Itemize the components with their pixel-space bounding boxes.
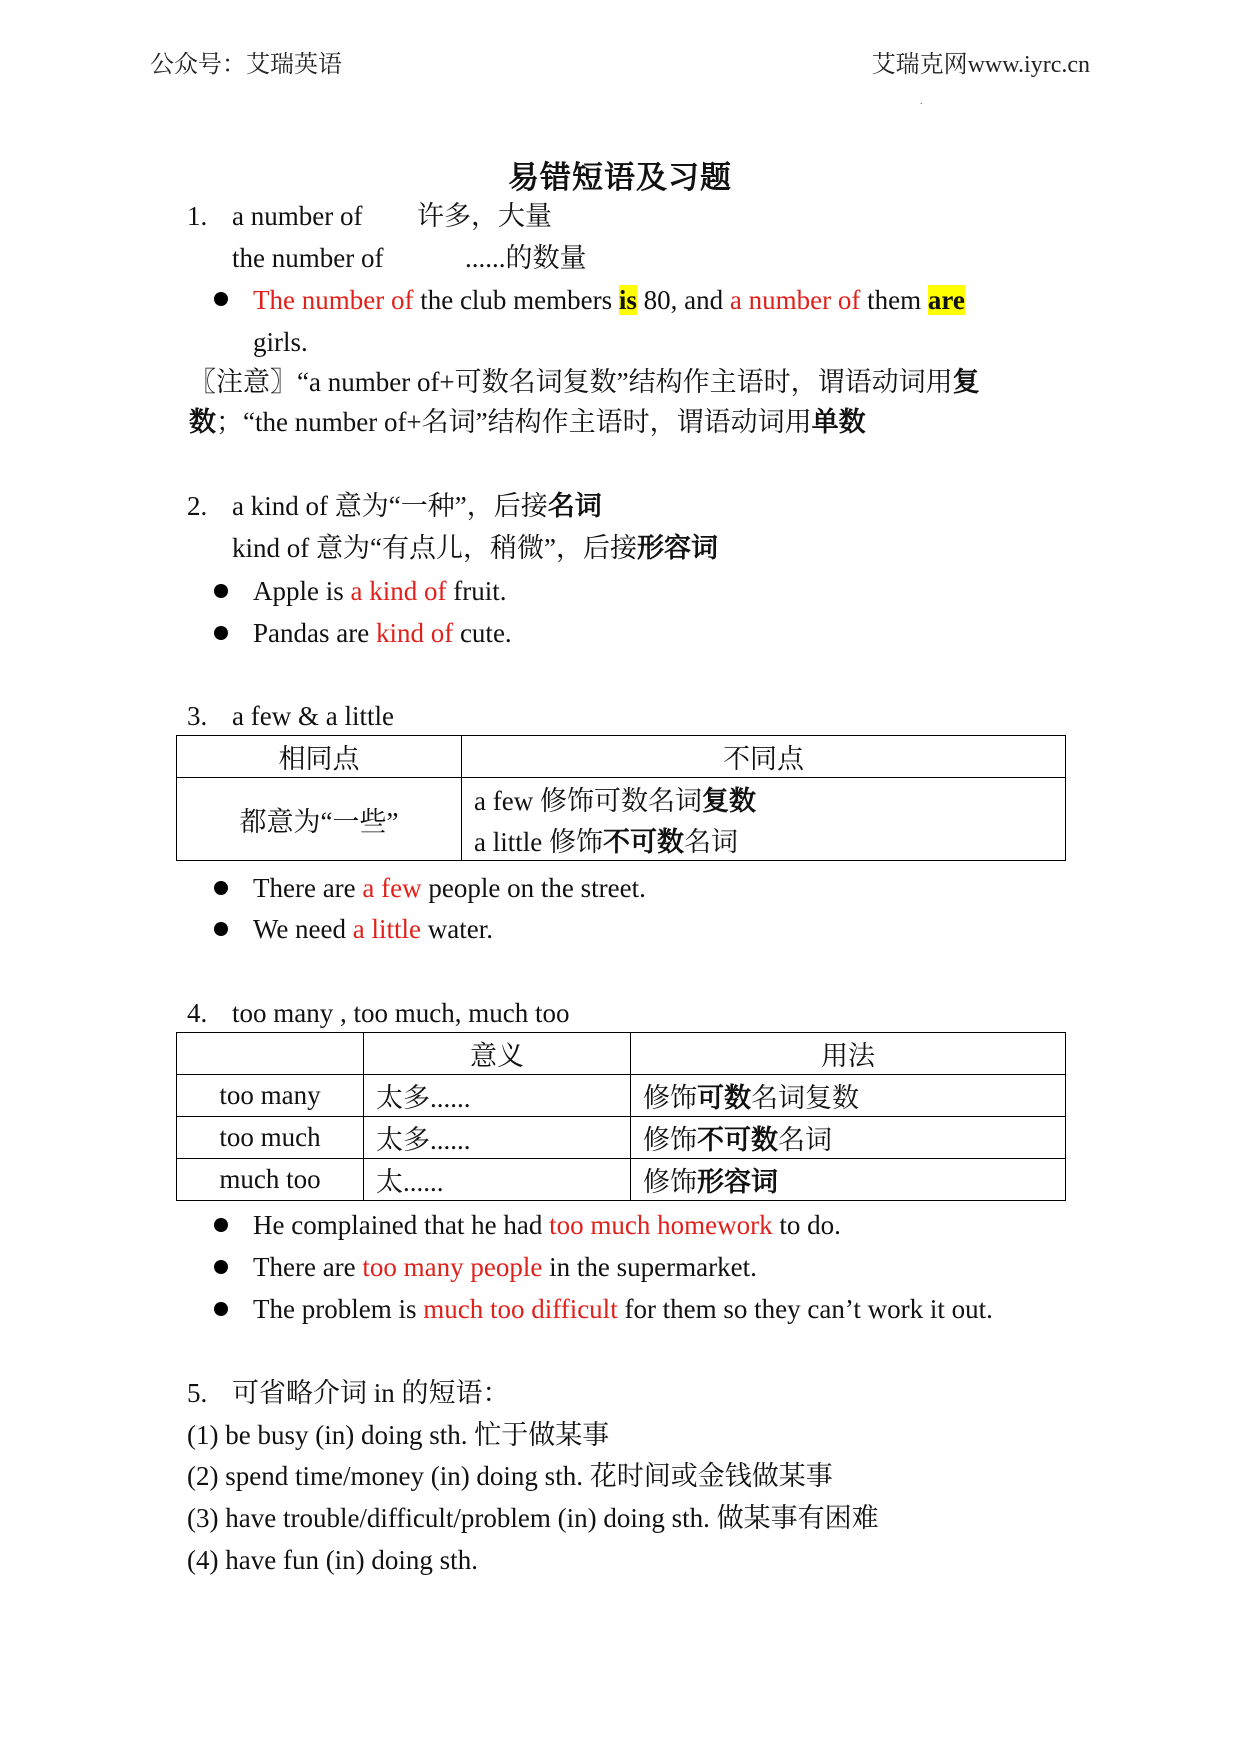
s1-note1-text: 〖注意〗“a number of+可数名词复数”结构作主语时，谓语动词用 [189, 367, 953, 397]
s3-ex1-text2: people on the street. [421, 873, 646, 903]
s4-example1 [253, 1209, 841, 1241]
s3-table-header-same: 相同点 [177, 736, 462, 778]
s4-row-usage [631, 1159, 1066, 1201]
s4-usage-bold: 不可数 [697, 1125, 778, 1155]
s4-row-term: too many [177, 1075, 364, 1117]
s1-note-line1 [189, 366, 980, 398]
bullet-icon [214, 881, 228, 895]
list-item [187, 1502, 879, 1534]
s4-row-usage [631, 1117, 1066, 1159]
s5-number: 5. [187, 1378, 208, 1408]
s4-row-usage [631, 1075, 1066, 1117]
s2-number: 2. [187, 491, 208, 521]
s1-example [253, 284, 965, 316]
s4-ex3-text2: for them so they can’t work it out. [617, 1294, 993, 1324]
s1-ex-verb1: is [618, 285, 637, 315]
s4-example2 [253, 1251, 757, 1283]
s1-ex-text2: 80, and [636, 285, 730, 315]
s5-item-text: spend time/money (in) doing sth. 花时间或金钱做某事 [225, 1461, 833, 1491]
s4-usage-text2: 名词复数 [751, 1083, 859, 1113]
s4-row-meaning: 太多...... [364, 1075, 631, 1117]
s1-note1-bold: 复 [952, 367, 980, 397]
s3-table-diff-row1 [462, 778, 1066, 820]
s3-example1 [253, 872, 646, 904]
s4-table-header-usage: 用法 [631, 1033, 1066, 1075]
s4-ex1-text2: to do. [772, 1210, 841, 1240]
s4-usage-text2: 名词 [778, 1125, 832, 1155]
s3-ex2-text2: water. [421, 914, 493, 944]
s2-example2 [253, 617, 512, 649]
s4-usage-text1: 修饰 [643, 1167, 697, 1197]
s1-phrase1: a number of [232, 201, 363, 231]
s4-usage-text1: 修饰 [643, 1083, 697, 1113]
s3-number: 3. [187, 701, 208, 731]
s3-ex1-phrase: a few [362, 873, 422, 903]
s2-line1-bold: 名词 [547, 491, 602, 521]
bullet-icon [214, 292, 228, 306]
s2-ex1-phrase: a kind of [350, 576, 447, 606]
s4-row-meaning: 太...... [364, 1159, 631, 1201]
s1-note2-text: ；“the number of+名词”结构作主语时，谓语动词用 [216, 407, 812, 437]
s3-table [176, 735, 1066, 861]
s1-ex-verb2: are [927, 285, 965, 315]
s3-ex2-text1: We need [253, 914, 353, 944]
s4-ex2-text2: in the supermarket. [542, 1252, 757, 1282]
s1-phrase2: the number of [232, 243, 384, 273]
s4-number: 4. [187, 998, 208, 1028]
header-right: 艾瑞克网www.iyrc.cn [871, 52, 1090, 78]
s2-line2-bold: 形容词 [636, 533, 718, 563]
s3-heading: a few & a little [232, 701, 394, 731]
s3-table-diff-row2 [462, 819, 1066, 861]
s1-note-line2 [189, 406, 866, 438]
bullet-icon [214, 1260, 228, 1274]
s3-ex1-text1: There are [253, 873, 363, 903]
list-item [187, 1544, 478, 1576]
list-item [187, 1419, 609, 1451]
s3-r1-bold: 复数 [701, 786, 756, 816]
s5-item-number: (1) [187, 1420, 219, 1450]
bullet-icon [214, 584, 228, 598]
s5-item-text: be busy (in) doing sth. 忙于做某事 [225, 1420, 610, 1450]
s4-usage-bold: 可数 [697, 1083, 751, 1113]
bullet-icon [214, 1218, 228, 1232]
s4-table [176, 1032, 1066, 1201]
s4-usage-text1: 修饰 [643, 1125, 697, 1155]
s3-r2-text2: 名词 [683, 827, 738, 857]
s4-heading: too many , too much, much too [232, 998, 570, 1028]
s1-ex-phrase2: a number of [729, 285, 861, 315]
s4-ex1-phrase: too much homework [549, 1210, 773, 1240]
s1-note2-bold2: 单数 [811, 407, 866, 437]
s1-ex-continued: girls. [253, 327, 308, 357]
s4-table-header-empty [177, 1033, 364, 1075]
s4-table-header-meaning: 意义 [364, 1033, 631, 1075]
s3-example2 [253, 913, 493, 945]
s2-line1-text: a kind of 意为“一种”，后接 [232, 491, 548, 521]
header-dot: . [920, 96, 923, 107]
s1-mean2: ......的数量 [465, 243, 587, 273]
bullet-icon [214, 922, 228, 936]
s5-item-number: (4) [187, 1545, 219, 1575]
s5-item-text: have trouble/difficult/problem (in) doing sth. 做某事有困难 [225, 1503, 879, 1533]
list-item [187, 1460, 833, 1492]
s2-line2 [232, 532, 718, 564]
s5-item-text: have fun (in) doing sth. [225, 1545, 478, 1575]
s2-ex2-phrase: kind of [375, 618, 454, 648]
s4-ex3-text1: The problem is [253, 1294, 424, 1324]
s1-mean1: 许多，大量 [417, 201, 552, 231]
s5-item-number: (3) [187, 1503, 219, 1533]
bullet-icon [214, 626, 228, 640]
s3-table-same-cell: 都意为“一些” [177, 778, 462, 861]
s4-ex1-text1: He complained that he had [253, 1210, 550, 1240]
table-row [177, 1117, 1066, 1159]
s5-heading: 可省略介词 in 的短语： [232, 1378, 510, 1408]
s4-example3 [253, 1293, 993, 1325]
s5-item-number: (2) [187, 1461, 219, 1491]
s4-ex2-phrase: too many people [362, 1252, 543, 1282]
s4-ex3-phrase: much too difficult [423, 1294, 618, 1324]
header-left: 公众号：艾瑞英语 [150, 52, 342, 78]
s3-table-header-diff: 不同点 [462, 736, 1066, 778]
s2-line1 [232, 490, 602, 522]
s1-ex-text3: them [860, 285, 928, 315]
page-title: 易错短语及习题 [508, 160, 732, 195]
s2-ex1-text2: fruit. [446, 576, 507, 606]
s4-usage-bold: 形容词 [697, 1167, 778, 1197]
s2-line2-text: kind of 意为“有点儿，稍微”，后接 [232, 533, 637, 563]
s3-r2-bold: 不可数 [602, 827, 684, 857]
s3-ex2-phrase: a little [352, 914, 422, 944]
s1-number: 1. [187, 201, 208, 231]
s4-row-meaning: 太多...... [364, 1117, 631, 1159]
s2-example1 [253, 575, 506, 607]
s3-r2-text1: a little 修饰 [474, 827, 603, 857]
s2-ex2-text2: cute. [453, 618, 512, 648]
s2-ex1-text1: Apple is [253, 576, 351, 606]
s4-ex2-text1: There are [253, 1252, 363, 1282]
s1-ex-text1: the club members [413, 285, 619, 315]
s1-ex-phrase1: The number of [253, 285, 414, 315]
s3-r1-text: a few 修饰可数名词 [474, 786, 702, 816]
table-row [177, 1159, 1066, 1201]
s4-row-term: much too [177, 1159, 364, 1201]
table-row [177, 1075, 1066, 1117]
s2-ex2-text1: Pandas are [253, 618, 376, 648]
s1-note2-bold1: 数 [189, 407, 216, 437]
s4-row-term: too much [177, 1117, 364, 1159]
bullet-icon [214, 1302, 228, 1316]
